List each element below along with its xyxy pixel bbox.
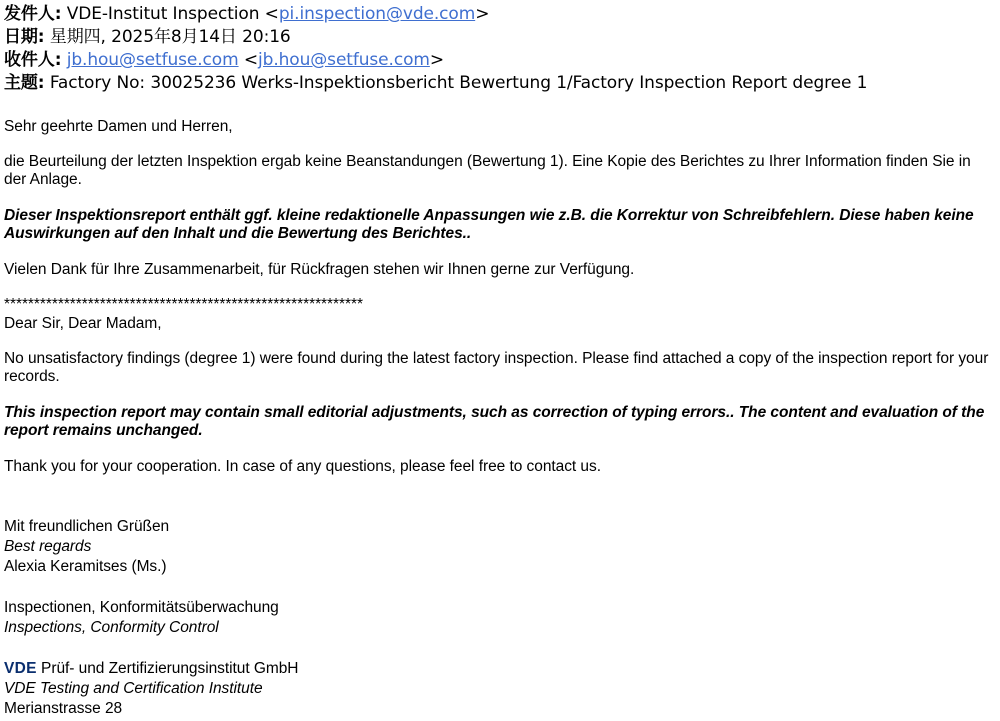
company-de-line: [4, 660, 994, 678]
closing-en: Best regards: [4, 538, 92, 555]
date-line: [4, 26, 291, 48]
date-value: 星期四, 2025年8月14日 20:16: [49, 27, 291, 47]
paragraph-de-3: Vielen Dank für Ihre Zusammenarbeit, für Rückfragen stehen wir Ihnen gerne zur Verfügung.: [4, 261, 635, 278]
to-line: 收件人: jb.hou@setfuse.com <jb.hou@setfuse.com>: [4, 50, 445, 70]
to-email-link[interactable]: jb.hou@setfuse.com: [258, 50, 430, 70]
greeting-en: Dear Sir, Dear Madam,: [4, 315, 162, 332]
closing-de: Mit freundlichen Grüßen: [4, 518, 170, 535]
department-en: Inspections, Conformity Control: [4, 619, 219, 636]
from-line: 发件人: VDE-Institut Inspection <pi.inspection@vde.com>: [4, 4, 490, 24]
to-name-link[interactable]: jb.hou@setfuse.com: [66, 50, 239, 70]
greeting-de: Sehr geehrte Damen und Herren,: [4, 118, 233, 135]
from-label: 发件人:: [4, 4, 62, 24]
paragraph-en-1: No unsatisfactory findings (degree 1) were found during the latest factory inspection. Please find attached a copy of the inspection report for your records.: [4, 350, 989, 385]
paragraph-en-2: This inspection report may contain small editorial adjustments, such as correction of typing errors.. The content and evaluation of the report remains unchanged.: [4, 404, 985, 439]
from-email-link[interactable]: pi.inspection@vde.com: [278, 4, 476, 24]
separator-line: ************************************************************: [4, 296, 363, 313]
paragraph-en-3: Thank you for your cooperation. In case of any questions, please feel free to contact us.: [4, 458, 601, 475]
company-en: VDE Testing and Certification Institute: [4, 680, 263, 697]
street-address: Merianstrasse 28: [4, 700, 123, 717]
to-label: 收件人:: [4, 50, 62, 70]
subject-line: [4, 72, 867, 94]
company-de: Prüf- und Zertifizierungsinstitut GmbH: [41, 660, 299, 677]
subject-value: Factory No: 30025236 Werks-Inspektionsbericht Bewertung 1/Factory Inspection Report degree 1: [49, 73, 868, 93]
vde-logo: VDE: [4, 660, 37, 677]
paragraph-de-1: die Beurteilung der letzten Inspektion ergab keine Beanstandungen (Bewertung 1). Eine Kopie des Berichtes zu Ihrer Information finden Sie in der Anlage.: [4, 153, 971, 188]
from-name: VDE-Institut Inspection: [66, 4, 260, 24]
date-label: 日期:: [4, 27, 45, 47]
signer-name: Alexia Keramitses (Ms.): [4, 558, 167, 575]
department-de: Inspectionen, Konformitätsüberwachung: [4, 599, 279, 616]
paragraph-de-2: Dieser Inspektionsreport enthält ggf. kleine redaktionelle Anpassungen wie z.B. die Korrektur von Schreibfehlern. Diese haben keine Auswirkungen auf den Inhalt und die Bewertung des Berichtes..: [4, 207, 974, 242]
subject-label: 主题:: [4, 73, 45, 93]
